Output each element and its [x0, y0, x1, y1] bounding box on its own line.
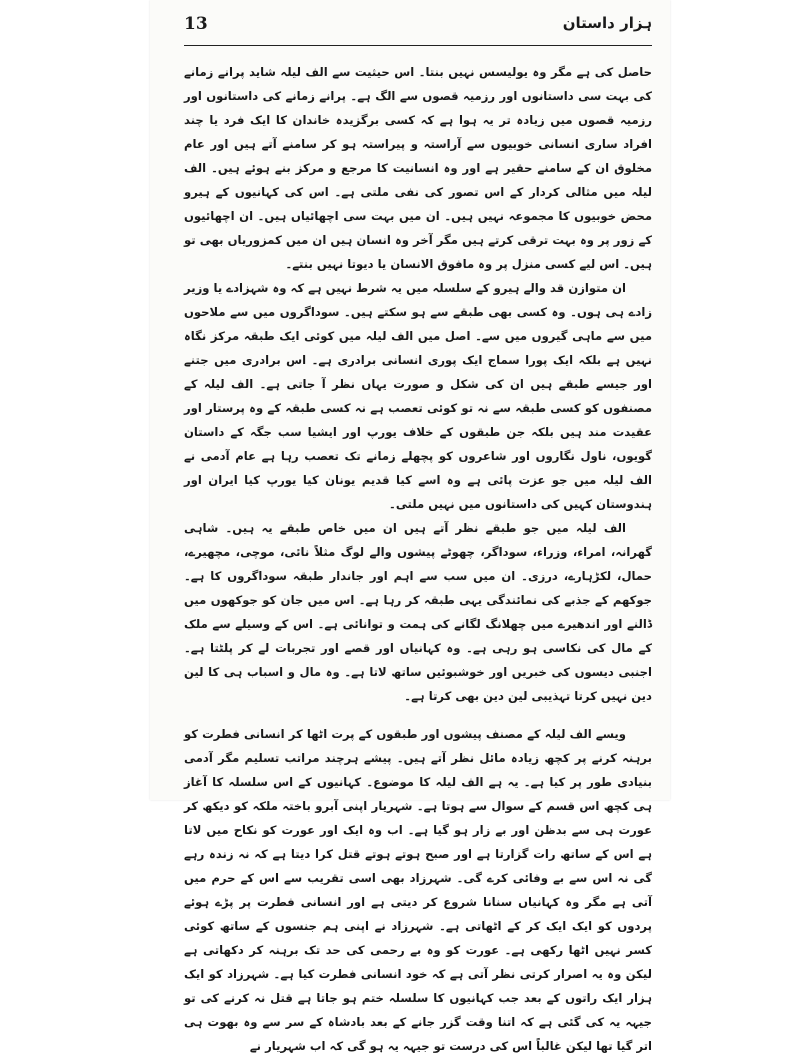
header-rule — [184, 45, 652, 46]
page-header — [184, 12, 652, 46]
paragraph: ویسے الف لیلہ کے مصنف پیشوں اور طبقوں کے پرت اٹھا کر انسانی فطرت کو برہنہ کرنے پر کچھ زیادہ مائل نظر آتے ہیں۔ پیشے ہرچند مراتب تسلیم مگر آدمی بنیادی طور پر کیا ہے۔ یہ ہے الف لیلہ کا موضوع۔ کہانیوں کے اس سلسلہ کا آغاز ہی کچھ اس قسم کے سوال سے ہوتا ہے۔ شہریار اپنی آبرو باختہ ملکہ کو دیکھ کر عورت ہی سے بدظن اور بے زار ہو گیا ہے۔ اب وہ ایک اور عورت کو نکاح میں لاتا ہے اس کے ساتھ رات گزارتا ہے اور صبح ہوتے ہوتے قتل کرا دیتا ہے کہ نہ زندہ رہے گی نہ اس سے بے وفائی کرے گی۔ شہرزاد بھی اسی تقریب سے اس کے حرم میں آتی ہے مگر وہ کہانیاں سنانا شروع کر دیتی ہے اور انسانی فطرت پر پڑے ہوئے پردوں کو ایک ایک کر کے اٹھاتی ہے۔ شہرزاد نے اپنی ہم جنسوں کے ساتھ کوئی کسر نہیں اٹھا رکھی ہے۔ عورت کو وہ بے رحمی کی حد تک برہنہ کر دکھاتی ہے لیکن وہ یہ اصرار کرتی نظر آتی ہے کہ خود انسانی فطرت کیا ہے۔ شہرزاد کو ایک ہزار ایک راتوں کے بعد جب کہانیوں کا سلسلہ ختم ہو جاتا ہے قتل نہ کرنے کی تو جیہہ یہ کی گئی ہے کہ اتنا وقت گزر جانے کے بعد بادشاہ کے سر سے وہ بھوت ہی اتر گیا تھا لیکن غالباً اس کی درست تو جیہہ یہ ہو گی کہ اب شہریار نے — [184, 727, 652, 1053]
book-page — [150, 0, 670, 1053]
paragraph: حاصل کی ہے مگر وہ یولیسس نہیں بنتا۔ اس حیثیت سے الف لیلہ شاید پرانے زمانے کی بہت سی داستانوں اور رزمیہ قصوں سے الگ ہے۔ پرانے زمانے کی داستانوں اور رزمیہ قصوں میں زیادہ تر یہ ہوا ہے کہ کسی برگزیدہ خاندان کا ایک فرد یا چند افراد ساری انسانی خوبیوں سے آراستہ و پیراستہ ہو کر سامنے آتے ہیں اور عام مخلوق ان کے سامنے حقیر ہے اور وہ انسانیت کا مرجع و مرکز بنے ہوئے ہیں۔ الف لیلہ میں مثالی کردار کے اس تصور کی نفی ملتی ہے۔ اس کی کہانیوں کے ہیرو محض خوبیوں کا مجموعہ نہیں ہیں۔ ان میں بہت سی اچھائیاں ہیں۔ ان اچھائیوں کے زور پر وہ بہت ترقی کرتے ہیں مگر آخر وہ انسان ہیں ان میں کمزوریاں بھی تو ہیں۔ اس لیے کسی منزل پر وہ مافوق الانسان یا دیوتا نہیں بنتے۔ — [184, 65, 652, 271]
paragraph: ان متوازن قد والے ہیرو کے سلسلہ میں یہ شرط نہیں ہے کہ وہ شہزادے یا وزیر زادے ہی ہوں۔ وہ کسی بھی طبقے سے ہو سکتے ہیں۔ سوداگروں میں سے ملاحوں میں سے ماہی گیروں میں سے۔ اصل میں الف لیلہ میں کوئی ایک طبقہ مرکز نگاہ نہیں ہے بلکہ ایک پورا سماج ایک پوری انسانی برادری ہے۔ اس برادری میں جتنے اور جیسے طبقے ہیں ان کی شکل و صورت یہاں نظر آ جاتی ہے۔ الف لیلہ کے مصنفوں کو کسی طبقہ سے نہ تو کوئی تعصب ہے نہ کسی طبقہ کے وہ پرستار اور عقیدت مند ہیں بلکہ جن طبقوں کے خلاف یورپ اور ایشیا سب جگہ کے داستان گویوں، ناول نگاروں اور شاعروں کو پچھلے زمانے تک تعصب رہا ہے عام آدمی نے الف لیلہ میں جو عزت پائی ہے وہ اسے کیا قدیم یونان کیا یورپ کیا ایران اور ہندوستان کہیں کی داستانوں میں نہیں ملتی۔ — [184, 281, 652, 511]
paragraph: الف لیلہ میں جو طبقے نظر آتے ہیں ان میں خاص طبقے یہ ہیں۔ شاہی گھرانہ، امراء، وزراء، سوداگر، چھوٹے پیشوں والے لوگ مثلاً نائی، موچی، مچھیرے، حمال، لکڑہارے، درزی۔ ان میں سب سے اہم اور جاندار طبقہ سوداگروں کا ہے۔ جوکھم کے جذبے کی نمائندگی یہی طبقہ کر رہا ہے۔ اس میں جان کو جوکھوں میں ڈالنے اور اندھیرے میں چھلانگ لگانے کی ہمت و توانائی ہے۔ اس کے وسیلے سے ملک کے مال کی نکاسی ہو رہی ہے۔ وہ کہانیاں اور قصے اور تجربات لے کر پلٹتا ہے۔ اجنبی دیسوں کی خبریں اور خوشبوئیں ساتھ لاتا ہے۔ وہ مال و اسباب ہی کا لین دین نہیں کرتا تہذیبی لین دین بھی کرتا ہے۔ — [184, 521, 652, 703]
page-body — [184, 60, 652, 1053]
running-title: ہزار داستان — [562, 14, 652, 32]
page-number: 13 — [184, 14, 208, 34]
